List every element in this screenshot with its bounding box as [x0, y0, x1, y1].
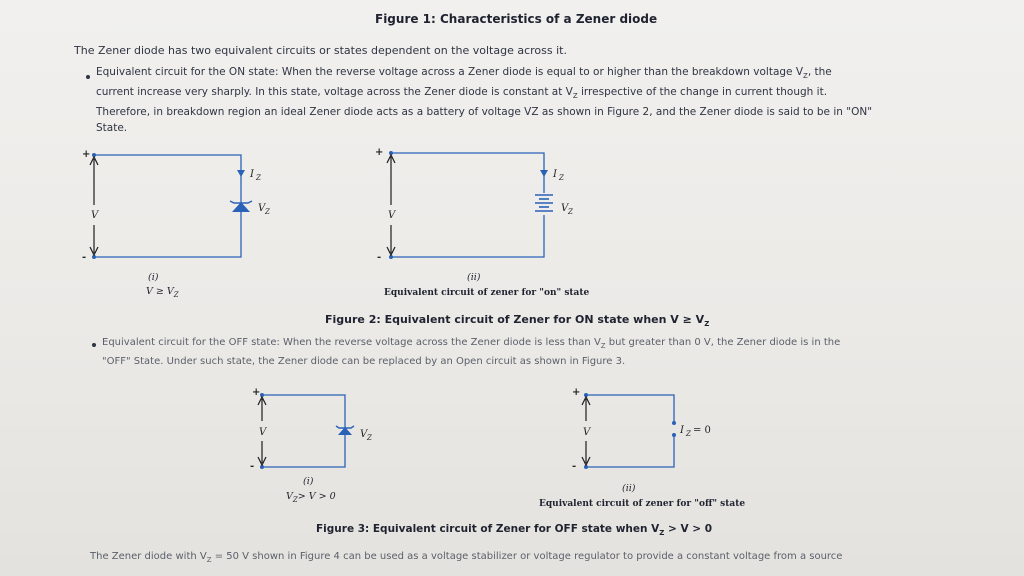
svg-text:Z: Z	[568, 208, 573, 216]
fig3-left-v: V	[259, 427, 267, 438]
fig3-right-v: V	[583, 427, 591, 438]
fig2-circuit-battery	[375, 145, 595, 275]
fig2-circuit-zener-diode	[80, 145, 280, 275]
fig2-right-minus: -	[377, 252, 382, 263]
figure1-title: Figure 1: Characteristics of a Zener diode	[375, 12, 658, 26]
fig3-right-plus: +	[572, 387, 581, 398]
fig3-left-plus: +	[252, 387, 261, 398]
fig3-circuit-open	[568, 385, 738, 475]
fig2-left-v: V	[91, 210, 99, 221]
bullet-off-line2: "OFF" State. Under such state, the Zener diode can be replaced by an Open circuit as shown in Figure 3.	[102, 356, 626, 367]
fig2-right-plus: +	[375, 147, 384, 158]
fig3-right-label: (ii)	[622, 483, 636, 494]
fig2-right-label: (ii)	[467, 272, 481, 283]
fig3-left-label: (i)	[303, 476, 314, 487]
fig2-right-v: V	[388, 210, 396, 221]
fig2-right-iz: I	[553, 169, 557, 180]
fig3-right-iz: I	[680, 425, 684, 436]
figure2-title: Figure 2: Equivalent circuit of Zener for ON state when $V \ge V_Z$	[325, 313, 710, 329]
bullet-on-state	[96, 64, 872, 136]
fig2-left-condition: $V \ge V_Z$	[146, 286, 179, 299]
fig2-right-caption: Equivalent circuit of zener for "on" state	[384, 288, 590, 298]
fig2-right-vz: V	[561, 203, 569, 214]
fig3-left-vz: V	[360, 429, 368, 440]
fig2-left-minus: -	[82, 252, 87, 263]
svg-text:Z: Z	[265, 208, 270, 216]
svg-text:Z: Z	[256, 174, 261, 182]
svg-text:= 0: = 0	[693, 425, 711, 436]
bullet-dot-on	[86, 75, 90, 79]
figure3-title: Figure 3: Equivalent circuit of Zener for OFF state when $V_Z > V > 0$	[316, 523, 712, 538]
bullet-on-line3: Therefore, in breakdown region an ideal Zener diode acts as a battery of voltage VZ as shown in Figure 2, and the Zener diode is said to be in "ON"	[96, 106, 873, 119]
bullet-off-state	[102, 335, 840, 370]
bottom-paragraph: The Zener diode with $V_Z = 50$ V shown in Figure 4 can be used as a voltage stabilizer or voltage regulator to provide a constant voltage from a source	[90, 551, 843, 564]
fig3-left-minus: -	[250, 461, 255, 472]
fig2-left-iz: I	[250, 169, 254, 180]
bullet-dot-off	[92, 343, 96, 347]
fig3-left-condition: $V_Z> V > 0$	[286, 491, 336, 504]
fig2-left-vz: V	[258, 203, 266, 214]
svg-text:Z: Z	[367, 434, 372, 442]
fig2-left-label: (i)	[148, 272, 159, 283]
bullet-on-line4: State.	[96, 122, 128, 135]
fig2-left-plus: +	[82, 149, 91, 160]
svg-text:Z: Z	[686, 430, 691, 438]
intro-paragraph: The Zener diode has two equivalent circuits or states dependent on the voltage across it.	[74, 44, 567, 57]
bullet-off-line1: Equivalent circuit for the OFF state: When the reverse voltage across the Zener diode is less than $V_Z$ but greater than 0 V, the Zener diode is in the	[102, 337, 841, 350]
fig3-circuit-zener-off	[248, 385, 388, 475]
fig3-right-caption: Equivalent circuit of zener for "off" state	[539, 499, 746, 509]
fig3-right-minus: -	[572, 461, 577, 472]
bullet-on-line2: current increase very sharply. In this state, voltage across the Zener diode is constant at $V_Z$ irrespective of the change in current though it.	[96, 86, 828, 101]
svg-text:Z: Z	[559, 174, 564, 182]
bullet-on-line1: Equivalent circuit for the ON state: When the reverse voltage across a Zener diode is equal to or higher than the breakdown voltage $V_Z$, the	[96, 66, 832, 81]
